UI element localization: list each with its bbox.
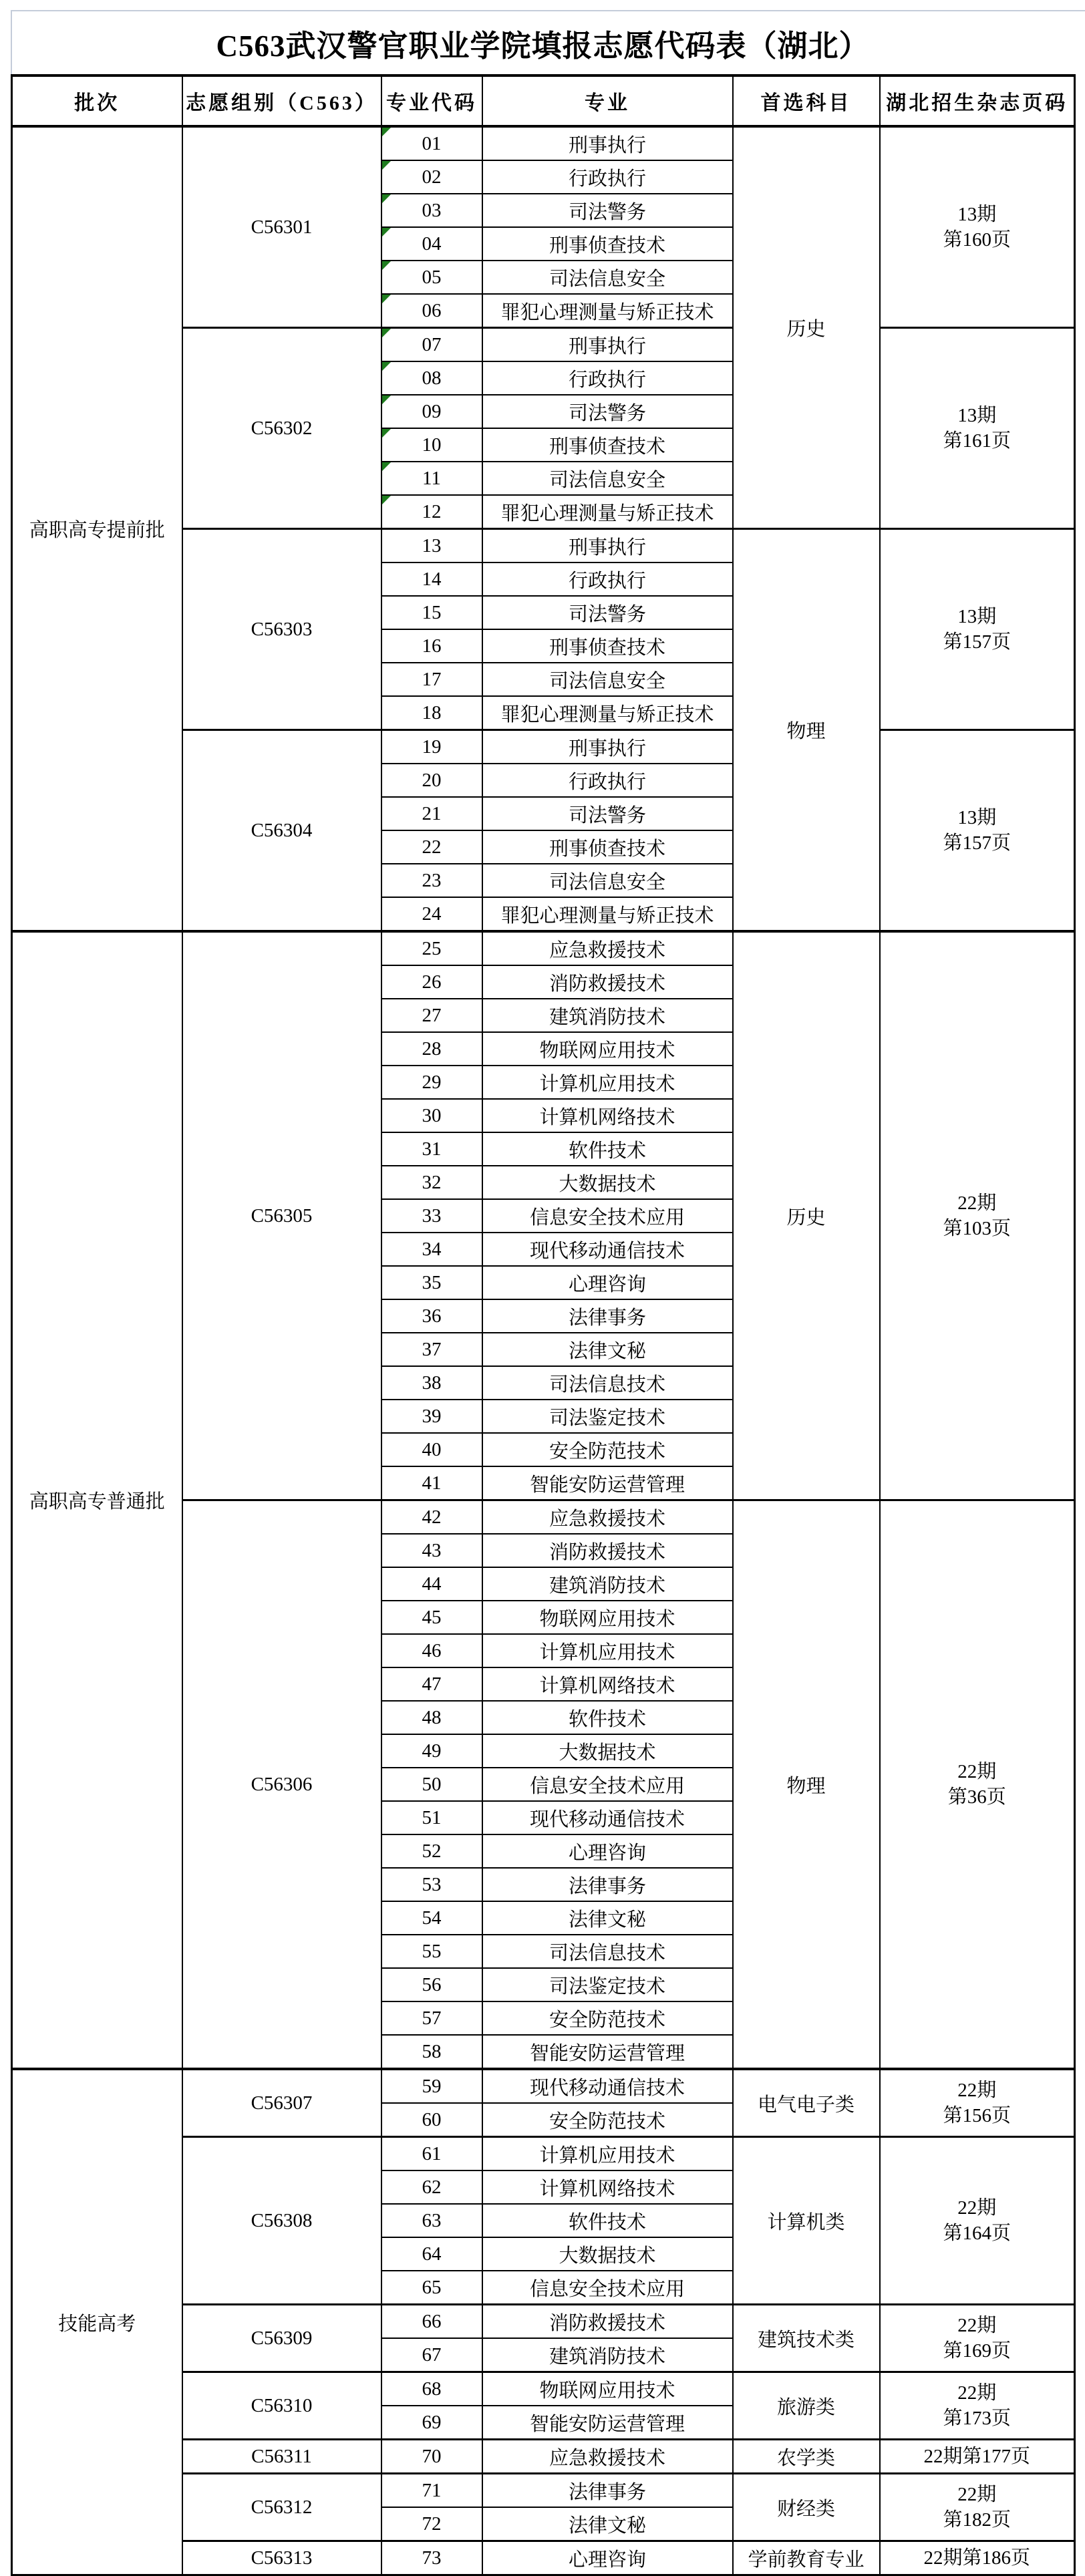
cell-major-name: 司法信息安全	[482, 663, 733, 696]
cell-major-name: 计算机网络技术	[482, 1099, 733, 1132]
cell-subject: 旅游类	[733, 2372, 880, 2440]
page-ref-line: 第173页	[943, 2408, 1011, 2429]
cell-major-name: 软件技术	[482, 1701, 733, 1734]
cell-group-code: C56306	[182, 1500, 381, 2070]
cell-flag-triangle-icon	[382, 462, 391, 471]
cell-major-name: 建筑消防技术	[482, 1567, 733, 1601]
cell-major-name: 计算机应用技术	[482, 1066, 733, 1099]
cell-major-name: 刑事侦查技术	[482, 629, 733, 663]
cell-major-code: 56	[381, 1968, 482, 2001]
cell-major-name: 心理咨询	[482, 2541, 733, 2575]
cell-major-name: 罪犯心理测量与矫正技术	[482, 495, 733, 529]
cell-subject: 建筑技术类	[733, 2305, 880, 2372]
page-ref-line: 22期	[957, 2197, 997, 2219]
cell-major-name: 软件技术	[482, 1132, 733, 1166]
cell-group-code: C56303	[182, 529, 381, 730]
cell-major-name: 法律事务	[482, 1868, 733, 1901]
cell-major-name: 行政执行	[482, 562, 733, 596]
cell-major-name: 行政执行	[482, 160, 733, 194]
cell-major-code: 52	[381, 1834, 482, 1868]
cell-major-name: 司法警务	[482, 194, 733, 227]
cell-major-name: 司法信息安全	[482, 261, 733, 294]
cell-major-code: 26	[381, 965, 482, 999]
cell-major-name: 刑事执行	[482, 328, 733, 362]
cell-major-code: 16	[381, 629, 482, 663]
cell-major-name: 大数据技术	[482, 2237, 733, 2271]
cell-batch: 高职高专普通批	[12, 931, 182, 2069]
cell-major-name: 心理咨询	[482, 1834, 733, 1868]
cell-page	[880, 2474, 1075, 2541]
cell-page	[880, 730, 1075, 932]
cell-major-code: 69	[381, 2406, 482, 2440]
cell-major-name: 建筑消防技术	[482, 2338, 733, 2372]
cell-major-code: 20	[381, 764, 482, 797]
cell-flag-triangle-icon	[382, 362, 391, 371]
cell-major-name: 智能安防运营管理	[482, 2035, 733, 2069]
cell-major-name: 司法鉴定技术	[482, 1400, 733, 1433]
cell-major-name: 应急救援技术	[482, 2440, 733, 2474]
cell-subject: 计算机类	[733, 2137, 880, 2305]
cell-major-code: 32	[381, 1166, 482, 1199]
cell-subject: 物理	[733, 529, 880, 932]
cell-major-code: 50	[381, 1768, 482, 1801]
cell-major-code: 35	[381, 1266, 482, 1299]
cell-group-code: C56301	[182, 126, 381, 328]
cell-flag-triangle-icon	[382, 261, 391, 270]
cell-major-code: 72	[381, 2507, 482, 2541]
cell-major-code: 61	[381, 2137, 482, 2171]
cell-major-name: 现代移动通信技术	[482, 1801, 733, 1834]
cell-major-code: 02	[381, 160, 482, 194]
cell-flag-triangle-icon	[382, 496, 391, 504]
cell-major-code: 45	[381, 1601, 482, 1634]
cell-major-code: 44	[381, 1567, 482, 1601]
table-row	[12, 126, 1075, 160]
page-ref-line: 第164页	[943, 2223, 1011, 2244]
page-ref-line: 22期	[957, 2484, 997, 2505]
cell-major-name: 司法信息安全	[482, 462, 733, 495]
page-ref-line: 22期	[957, 2315, 997, 2336]
cell-major-code: 27	[381, 999, 482, 1032]
page-ref-line: 22期	[957, 2080, 997, 2101]
cell-major-name: 安全防范技术	[482, 2103, 733, 2137]
cell-major-name: 罪犯心理测量与矫正技术	[482, 897, 733, 931]
cell-major-code: 73	[381, 2541, 482, 2575]
cell-major-name: 应急救援技术	[482, 1500, 733, 1535]
cell-flag-triangle-icon	[382, 228, 391, 236]
cell-major-name: 行政执行	[482, 764, 733, 797]
cell-major-name: 大数据技术	[482, 1166, 733, 1199]
cell-major-code: 57	[381, 2001, 482, 2035]
cell-major-name: 行政执行	[482, 361, 733, 395]
cell-major-code: 55	[381, 1935, 482, 1968]
cell-major-code: 21	[381, 797, 482, 830]
cell-major-name: 法律事务	[482, 2474, 733, 2508]
page-ref-line: 第156页	[943, 2105, 1011, 2126]
table-row	[12, 931, 1075, 965]
cell-major-code: 34	[381, 1233, 482, 1266]
cell-major-code: 14	[381, 562, 482, 596]
cell-major-code: 01	[381, 126, 482, 160]
cell-major-name: 心理咨询	[482, 1266, 733, 1299]
page-ref-line: 22期	[957, 2382, 997, 2404]
cell-major-name: 计算机网络技术	[482, 1667, 733, 1701]
cell-major-name: 现代移动通信技术	[482, 1233, 733, 1266]
cell-major-name: 刑事侦查技术	[482, 830, 733, 864]
cell-major-name: 建筑消防技术	[482, 999, 733, 1032]
cell-major-code: 28	[381, 1032, 482, 1066]
cell-major-name: 刑事侦查技术	[482, 428, 733, 462]
cell-major-code: 15	[381, 596, 482, 629]
cell-major-code: 05	[381, 261, 482, 294]
column-header-subject: 首选科目	[733, 75, 880, 126]
cell-major-name: 刑事执行	[482, 529, 733, 563]
cell-major-name: 信息安全技术应用	[482, 1199, 733, 1233]
cell-major-name: 法律文秘	[482, 2507, 733, 2541]
column-header-major: 专业	[482, 75, 733, 126]
page-ref-line: 13期	[957, 405, 997, 426]
cell-flag-triangle-icon	[382, 395, 391, 404]
cell-major-name: 计算机应用技术	[482, 2137, 733, 2171]
cell-page	[880, 126, 1075, 328]
cell-major-name: 物联网应用技术	[482, 1601, 733, 1634]
cell-major-name: 法律文秘	[482, 1901, 733, 1935]
cell-major-name: 消防救援技术	[482, 965, 733, 999]
cell-major-code: 39	[381, 1400, 482, 1433]
cell-major-code: 10	[381, 428, 482, 462]
cell-major-name: 消防救援技术	[482, 1534, 733, 1567]
page-title: C563武汉警官职业学院填报志愿代码表（湖北）	[216, 29, 870, 63]
cell-major-name: 法律文秘	[482, 1333, 733, 1366]
header-row	[12, 75, 1075, 126]
cell-major-code: 37	[381, 1333, 482, 1366]
cell-major-name: 安全防范技术	[482, 2001, 733, 2035]
cell-major-code: 23	[381, 864, 482, 897]
cell-major-code: 11	[381, 462, 482, 495]
cell-major-name: 司法鉴定技术	[482, 1968, 733, 2001]
cell-major-name: 法律事务	[482, 1299, 733, 1333]
page-ref-line: 22期	[957, 1761, 997, 1782]
cell-major-code: 43	[381, 1534, 482, 1567]
cell-major-code: 67	[381, 2338, 482, 2372]
cell-major-code: 42	[381, 1500, 482, 1535]
cell-major-code: 03	[381, 194, 482, 227]
cell-major-name: 大数据技术	[482, 1734, 733, 1768]
cell-major-name: 司法信息技术	[482, 1366, 733, 1400]
page-ref-line: 第169页	[943, 2340, 1011, 2362]
cell-group-code: C56313	[182, 2541, 381, 2575]
cell-major-code: 22	[381, 830, 482, 864]
cell-major-name: 应急救援技术	[482, 931, 733, 965]
cell-major-name: 物联网应用技术	[482, 2372, 733, 2406]
cell-subject: 学前教育专业	[733, 2541, 880, 2575]
column-header-group: 志愿组别（C563）	[182, 75, 381, 126]
cell-major-code: 19	[381, 730, 482, 764]
cell-major-name: 司法信息技术	[482, 1935, 733, 1968]
cell-major-code: 12	[381, 495, 482, 529]
cell-major-code: 64	[381, 2237, 482, 2271]
volunteer-code-table	[11, 74, 1076, 2576]
cell-flag-triangle-icon	[382, 429, 391, 438]
cell-major-code: 13	[381, 529, 482, 563]
cell-major-name: 计算机网络技术	[482, 2170, 733, 2204]
page-ref-line: 13期	[957, 204, 997, 225]
cell-flag-triangle-icon	[382, 329, 391, 337]
cell-major-name: 信息安全技术应用	[482, 2271, 733, 2305]
cell-major-code: 59	[381, 2069, 482, 2103]
cell-major-code: 49	[381, 1734, 482, 1768]
cell-major-code: 51	[381, 1801, 482, 1834]
cell-major-code: 18	[381, 696, 482, 730]
cell-group-code: C56311	[182, 2440, 381, 2474]
cell-page	[880, 328, 1075, 529]
cell-page	[880, 529, 1075, 730]
cell-group-code: C56305	[182, 931, 381, 1500]
cell-major-name: 物联网应用技术	[482, 1032, 733, 1066]
page-ref-line: 第157页	[943, 832, 1011, 854]
cell-page	[880, 2069, 1075, 2137]
cell-major-code: 09	[381, 395, 482, 428]
cell-major-name: 司法警务	[482, 395, 733, 428]
cell-major-code: 29	[381, 1066, 482, 1099]
page-ref-line: 第161页	[943, 430, 1011, 452]
cell-major-code: 04	[381, 227, 482, 261]
cell-subject: 历史	[733, 126, 880, 529]
cell-major-code: 38	[381, 1366, 482, 1400]
cell-group-code: C56310	[182, 2372, 381, 2440]
cell-major-code: 48	[381, 1701, 482, 1734]
cell-major-name: 刑事执行	[482, 126, 733, 160]
cell-major-code: 58	[381, 2035, 482, 2069]
cell-major-name: 信息安全技术应用	[482, 1768, 733, 1801]
cell-major-name: 司法警务	[482, 596, 733, 629]
cell-subject: 物理	[733, 1500, 880, 2070]
cell-major-name: 罪犯心理测量与矫正技术	[482, 696, 733, 730]
cell-flag-triangle-icon	[382, 128, 391, 136]
cell-major-code: 62	[381, 2170, 482, 2204]
cell-major-name: 司法信息安全	[482, 864, 733, 897]
cell-major-code: 68	[381, 2372, 482, 2406]
cell-group-code: C56308	[182, 2137, 381, 2305]
cell-page	[880, 1500, 1075, 2070]
page-ref-line: 第182页	[943, 2509, 1011, 2531]
cell-major-code: 60	[381, 2103, 482, 2137]
cell-major-code: 24	[381, 897, 482, 931]
cell-major-name: 司法警务	[482, 797, 733, 830]
cell-batch: 高职高专提前批	[12, 126, 182, 931]
cell-major-code: 31	[381, 1132, 482, 1166]
cell-major-code: 06	[381, 294, 482, 328]
cell-subject: 农学类	[733, 2440, 880, 2474]
cell-major-name: 刑事执行	[482, 730, 733, 764]
cell-major-name: 消防救援技术	[482, 2305, 733, 2339]
cell-flag-triangle-icon	[382, 295, 391, 303]
cell-major-code: 54	[381, 1901, 482, 1935]
cell-group-code: C56304	[182, 730, 381, 932]
cell-major-name: 罪犯心理测量与矫正技术	[482, 294, 733, 328]
cell-flag-triangle-icon	[382, 161, 391, 170]
cell-major-name: 刑事侦查技术	[482, 227, 733, 261]
page-ref-line: 13期	[957, 606, 997, 627]
cell-major-name: 安全防范技术	[482, 1433, 733, 1466]
cell-group-code: C56309	[182, 2305, 381, 2372]
cell-major-code: 53	[381, 1868, 482, 1901]
cell-major-code: 07	[381, 328, 482, 362]
table-body	[12, 126, 1075, 2575]
cell-major-code: 30	[381, 1099, 482, 1132]
column-header-batch: 批次	[12, 75, 182, 126]
cell-major-name: 智能安防运营管理	[482, 1466, 733, 1500]
cell-page	[880, 2440, 1075, 2474]
cell-subject: 历史	[733, 931, 880, 1500]
page-ref-line: 22期	[957, 1192, 997, 1214]
cell-major-name: 现代移动通信技术	[482, 2069, 733, 2103]
cell-group-code: C56307	[182, 2069, 381, 2137]
cell-page	[880, 2372, 1075, 2440]
cell-major-code: 71	[381, 2474, 482, 2508]
table-row	[12, 2069, 1075, 2103]
cell-page	[880, 2305, 1075, 2372]
page-ref-line: 第160页	[943, 229, 1011, 251]
page-ref-line: 第157页	[943, 631, 1011, 653]
cell-major-code: 17	[381, 663, 482, 696]
cell-major-name: 智能安防运营管理	[482, 2406, 733, 2440]
cell-major-code: 65	[381, 2271, 482, 2305]
cell-major-code: 63	[381, 2204, 482, 2237]
cell-major-code: 36	[381, 1299, 482, 1333]
column-header-code: 专业代码	[381, 75, 482, 126]
cell-subject: 财经类	[733, 2474, 880, 2541]
page-ref-line: 第36页	[947, 1786, 1006, 1808]
cell-group-code: C56312	[182, 2474, 381, 2541]
cell-major-code: 70	[381, 2440, 482, 2474]
cell-major-code: 41	[381, 1466, 482, 1500]
cell-major-code: 47	[381, 1667, 482, 1701]
cell-page	[880, 2137, 1075, 2305]
cell-major-code: 08	[381, 361, 482, 395]
page-ref-line: 13期	[957, 807, 997, 828]
page-ref-line: 第103页	[943, 1218, 1011, 1239]
cell-major-code: 33	[381, 1199, 482, 1233]
cell-major-code: 46	[381, 1634, 482, 1667]
cell-batch: 技能高考	[12, 2069, 182, 2575]
cell-major-name: 软件技术	[482, 2204, 733, 2237]
page-ref-line: 22期第177页	[923, 2446, 1030, 2467]
page-ref-line: 22期第186页	[923, 2547, 1030, 2569]
column-header-page: 湖北招生杂志页码	[880, 75, 1075, 126]
cell-major-name: 计算机应用技术	[482, 1634, 733, 1667]
cell-subject: 电气电子类	[733, 2069, 880, 2137]
cell-major-code: 25	[381, 931, 482, 965]
cell-major-code: 40	[381, 1433, 482, 1466]
cell-page	[880, 931, 1075, 1500]
cell-major-code: 66	[381, 2305, 482, 2339]
cell-group-code: C56302	[182, 328, 381, 529]
cell-page	[880, 2541, 1075, 2575]
cell-flag-triangle-icon	[382, 194, 391, 203]
